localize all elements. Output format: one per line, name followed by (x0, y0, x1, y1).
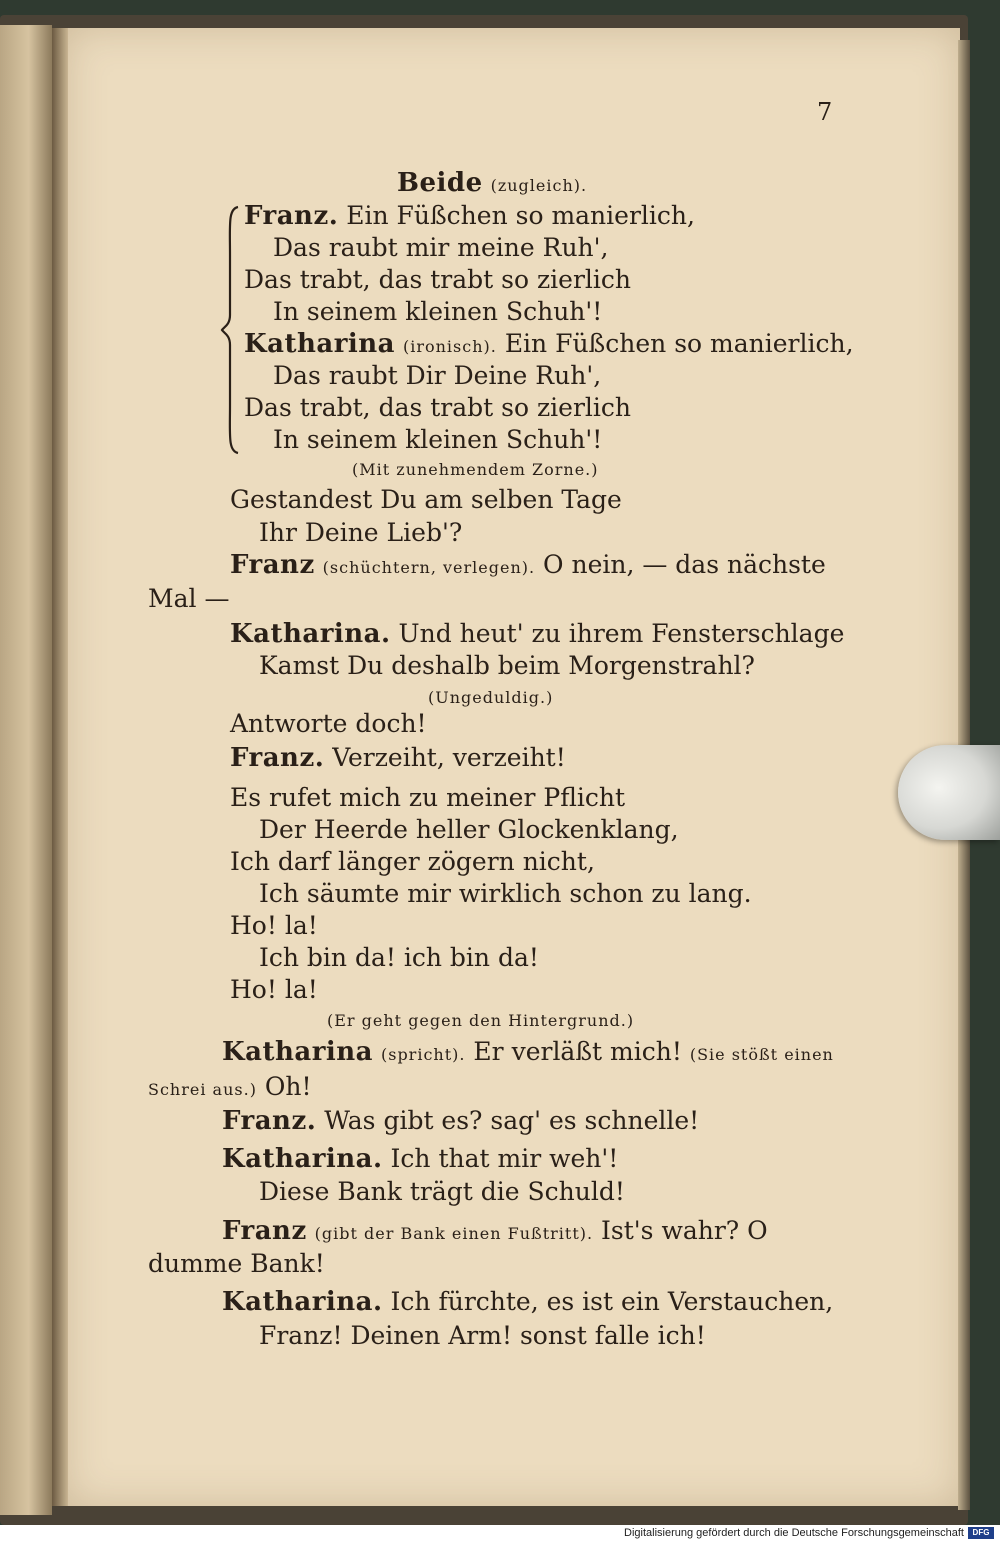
page-number: 7 (817, 98, 833, 126)
verse-line: Ist's wahr? O (601, 1216, 768, 1245)
verse-line: Oh! (264, 1072, 312, 1101)
speaker-name: Franz. (230, 743, 325, 773)
verse-line: Mal — (148, 584, 230, 613)
footer-bar (0, 1525, 1000, 1541)
speaker-name: Katharina. (230, 619, 391, 649)
footer-credit: Digitalisierung gefördert durch die Deutsche Forschungsgemeinschaft (624, 1527, 964, 1539)
page-gutter (52, 28, 68, 1506)
stage-direction: (Mit zunehmendem Zorne.) (352, 460, 599, 479)
verse-line: Was gibt es? sag' es schnelle! (324, 1106, 700, 1135)
verse-line: Das trabt, das trabt so zierlich (244, 265, 631, 294)
verse-line: Diese Bank trägt die Schuld! (259, 1177, 625, 1206)
verse-line: O nein, — das nächste (543, 550, 826, 579)
stage-direction: (zugleich). (490, 176, 588, 195)
verse-line: In seinem kleinen Schuh'! (273, 425, 603, 454)
stage-direction: (Ungeduldig.) (428, 688, 554, 707)
verse-line: Antworte doch! (230, 709, 427, 738)
verse-line: Der Heerde heller Glockenklang, (259, 815, 679, 844)
verse-line: Ihr Deine Lieb'? (259, 518, 463, 547)
verse-line: In seinem kleinen Schuh'! (273, 297, 603, 326)
verse-line: Ich darf länger zögern nicht, (230, 847, 595, 876)
speaker-name: Katharina (222, 1037, 374, 1067)
verse-line: Ein Füßchen so manierlich, (504, 329, 854, 358)
dfg-logo: DFG (968, 1527, 994, 1539)
verse-line: Ho! la! (230, 911, 318, 940)
stage-direction: (gibt der Bank einen Fußtritt). (314, 1224, 594, 1243)
verse-line: Verzeiht, verzeiht! (332, 743, 566, 772)
stage-direction: (schüchtern, verlegen). (322, 558, 536, 577)
brace-bracket (220, 205, 242, 455)
stage-direction: (Er geht gegen den Hintergrund.) (327, 1011, 635, 1030)
verse-line: Ein Füßchen so manierlich, (346, 201, 695, 230)
verse-line: Er verläßt mich! (473, 1037, 682, 1066)
speaker-name: Katharina. (222, 1287, 383, 1317)
verse-line: Kamst Du deshalb beim Morgenstrahl? (259, 651, 755, 680)
verse-line: Franz! Deinen Arm! sonst falle ich! (259, 1321, 706, 1350)
verse-line: Das trabt, das trabt so zierlich (244, 393, 631, 422)
speaker-name: Franz. (222, 1106, 317, 1136)
verse-line: Es rufet mich zu meiner Pflicht (230, 783, 626, 812)
speaker-name: Katharina (244, 329, 396, 359)
verse-line: Ho! la! (230, 975, 318, 1004)
verse-line: Das raubt mir meine Ruh', (273, 233, 609, 262)
stage-direction: (ironisch). (402, 337, 497, 356)
previous-page-edge (0, 25, 52, 1515)
speaker-name: Franz (222, 1216, 307, 1246)
stage-direction: (spricht). (380, 1045, 466, 1064)
verse-line: Ich that mir weh'! (390, 1144, 619, 1173)
verse-line: Ich säumte mir wirklich schon zu lang. (259, 879, 752, 908)
stage-direction: (Sie stößt einen (689, 1045, 834, 1064)
page-clip (898, 745, 1000, 840)
speaker-name: Franz (230, 550, 315, 580)
verse-line: Ich bin da! ich bin da! (259, 943, 539, 972)
verse-line: Ich fürchte, es ist ein Verstauchen, (390, 1287, 834, 1316)
verse-line: Das raubt Dir Deine Ruh', (273, 361, 602, 390)
verse-line: Und heut' zu ihrem Fensterschlage (398, 619, 845, 648)
speaker-name: Franz. (244, 201, 339, 231)
stage-direction: Schrei aus.) (148, 1080, 257, 1099)
speaker-name: Beide (397, 168, 483, 198)
verse-line: dumme Bank! (148, 1249, 325, 1278)
speaker-name: Katharina. (222, 1144, 383, 1174)
verse-line: Gestandest Du am selben Tage (230, 485, 622, 514)
